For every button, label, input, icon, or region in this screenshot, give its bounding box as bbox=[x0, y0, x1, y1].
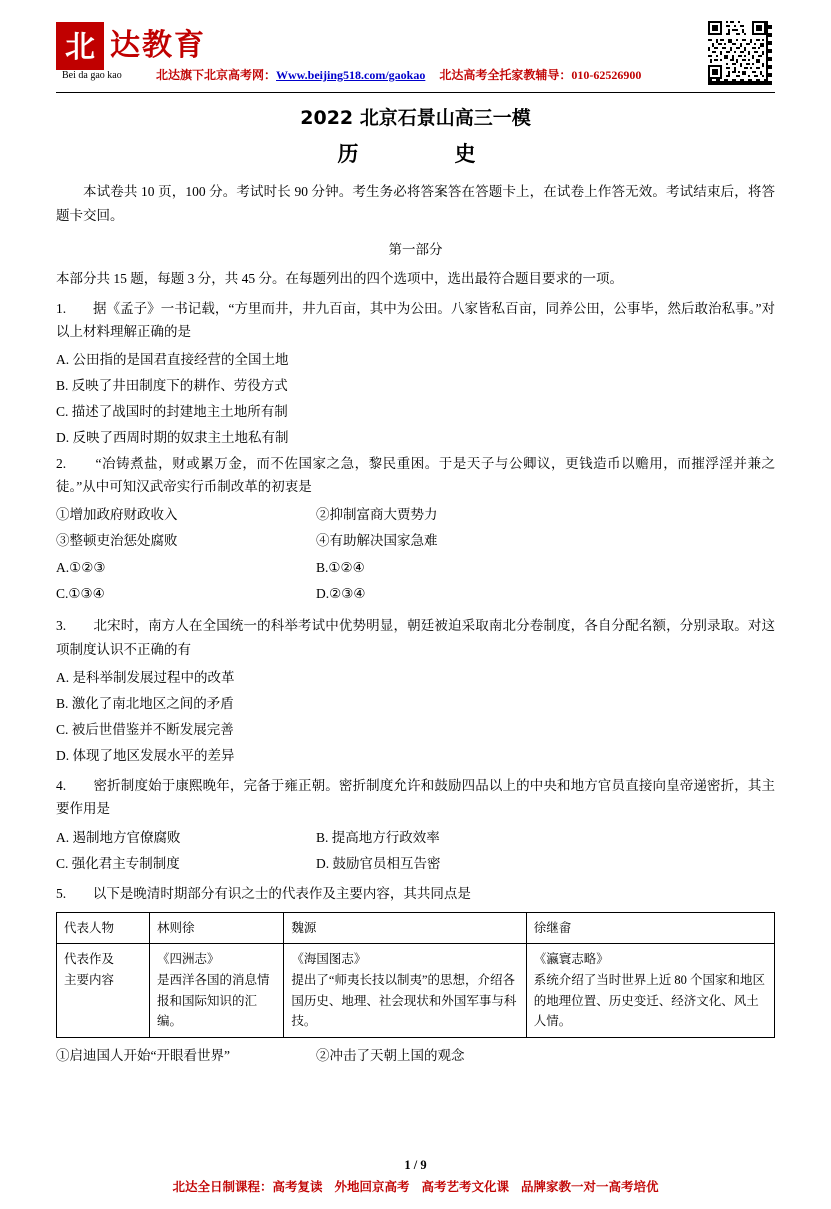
table-header-person: 代表人物 bbox=[57, 912, 150, 944]
qr-code-svg bbox=[708, 21, 766, 79]
question-1-option-a[interactable]: A. 公田指的是国君直接经营的全国土地 bbox=[56, 351, 289, 367]
question-4-option-c[interactable]: C. 强化君主专制制度 bbox=[56, 855, 180, 871]
question-1-option-d[interactable]: D. 反映了西周时期的奴隶主土地私有制 bbox=[56, 429, 289, 445]
question-2-stem: “冶铸煮盐，财或累万金，而不佐国家之急，黎民重困。于是天子与公卿议，更钱造币以赡用，而摧浮淫并兼之徒。”从中可知汉武帝实行币制改革的初衷是 bbox=[56, 455, 775, 495]
header-banner bbox=[156, 66, 641, 83]
question-2-suboption-row-2 bbox=[56, 529, 775, 553]
question-2-option-b[interactable]: B.①②④ bbox=[316, 560, 365, 576]
question-2-option-row-2 bbox=[56, 581, 775, 607]
question-4-option-row-2 bbox=[56, 851, 775, 877]
logo-seal-icon: 北 bbox=[56, 22, 104, 70]
page-footer bbox=[0, 1158, 831, 1195]
question-2-suboption-row-1 bbox=[56, 503, 775, 527]
question-2-number: 2. bbox=[56, 455, 67, 471]
question-5-suboption-row bbox=[56, 1044, 775, 1068]
question-3-number: 3. bbox=[56, 618, 67, 634]
footer-item-1: 北达全日制课程：高考复读 bbox=[172, 1179, 323, 1194]
question-5-number: 5. bbox=[56, 886, 67, 902]
table-row-header-line-1: 代表作及 bbox=[64, 952, 115, 967]
table-row bbox=[57, 944, 775, 1038]
footer-promo bbox=[0, 1177, 831, 1195]
question-5-stem: 以下是晚清时期部分有识之士的代表作及主要内容，其共同点是 bbox=[92, 886, 471, 902]
question-4-stem: 密折制度始于康熙晚年，完备于雍正朝。密折制度允许和鼓励四品以上的中央和地方官员直接向皇帝递密折，其主要作用是 bbox=[56, 777, 776, 817]
question-5-suboption-2: ②冲击了天朝上国的观念 bbox=[316, 1047, 465, 1063]
question-4 bbox=[56, 774, 775, 821]
question-2-option-row-1 bbox=[56, 555, 775, 581]
question-2-suboption-1: ①增加政府财政收入 bbox=[56, 507, 178, 523]
table-cell-wei-yuan-title: 《海国图志》 bbox=[291, 952, 367, 967]
table-header-lin-zexu: 林则徐 bbox=[150, 912, 284, 944]
table-row-header-works bbox=[57, 944, 150, 1038]
table-cell-wei-yuan-body: 提出了“师夷长技以制夷”的思想，介绍各国历史、地理、社会现状和外国军事与科技。 bbox=[291, 973, 517, 1029]
question-3-option-a[interactable]: A. 是科举制发展过程中的改革 bbox=[56, 669, 235, 685]
table-header-xu-jiyu: 徐继畲 bbox=[526, 912, 774, 944]
table-row-header-line-2: 主要内容 bbox=[64, 973, 115, 988]
question-3-stem: 北宋时，南方人在全国统一的科举考试中优势明显，朝廷被迫采取南北分卷制度，各自分配名额，分别录取。对这项制度认识不正确的有 bbox=[56, 618, 776, 658]
question-4-option-row-1 bbox=[56, 825, 775, 851]
banner-prefix: 北达旗下北京高考网： bbox=[156, 68, 277, 82]
table-cell-lin-zexu bbox=[150, 944, 284, 1038]
table-row bbox=[57, 912, 775, 944]
part-instruction: 本部分共 15 题，每题 3 分，共 45 分。在每题列出的四个选项中，选出最符合题目要求的一项。 bbox=[56, 270, 623, 286]
question-2-suboption-2: ②抑制富商大贾势力 bbox=[316, 507, 438, 523]
table-cell-wei-yuan bbox=[284, 944, 526, 1038]
footer-item-4: 品牌家教一对一高考培优 bbox=[521, 1179, 659, 1194]
page-title: 2022 北京石景山高三一模 bbox=[300, 107, 531, 129]
question-5-suboption-1: ①启迪国人开始“开眼看世界” bbox=[56, 1047, 230, 1063]
brand-logo bbox=[56, 22, 206, 70]
instructions: 本试卷共 10 页，100 分。考试时长 90 分钟。考生务必将答案答在答题卡上，在试卷上作答无效。考试结束后，将答题卡交回。 bbox=[56, 184, 775, 223]
qr-code-icon bbox=[705, 18, 775, 88]
part-heading: 第一部分 bbox=[388, 242, 443, 258]
table-cell-lin-zexu-body: 是西洋各国的消息情报和国际知识的汇编。 bbox=[157, 973, 270, 1029]
question-3-option-d[interactable]: D. 体现了地区发展水平的差异 bbox=[56, 747, 235, 763]
question-1-number: 1. bbox=[56, 300, 67, 316]
question-4-option-b[interactable]: B. 提高地方行政效率 bbox=[316, 829, 440, 845]
banner-url-link[interactable]: Www.beijing518.com/gaokao bbox=[276, 68, 426, 82]
table-cell-xu-jiyu-body: 系统介绍了当时世界上近 80 个国家和地区的地理位置、历史变迁、经济文化、风土人情。 bbox=[533, 973, 766, 1029]
header-divider bbox=[56, 92, 775, 93]
question-2-option-d[interactable]: D.②③④ bbox=[316, 585, 366, 601]
logo-text: 达教育 bbox=[110, 28, 206, 63]
question-2-option-a[interactable]: A.①②③ bbox=[56, 560, 106, 576]
question-1-option-b[interactable]: B. 反映了井田制度下的耕作、劳役方式 bbox=[56, 377, 288, 393]
question-4-number: 4. bbox=[56, 777, 67, 793]
question-4-option-a[interactable]: A. 遏制地方官僚腐败 bbox=[56, 829, 181, 845]
table-cell-lin-zexu-title: 《四洲志》 bbox=[157, 952, 220, 967]
question-2-suboption-4: ④有助解决国家急难 bbox=[316, 533, 438, 549]
question-2 bbox=[56, 452, 775, 499]
masthead bbox=[56, 18, 775, 90]
footer-item-3: 高考艺考文化课 bbox=[421, 1179, 510, 1194]
question-3-option-b[interactable]: B. 激化了南北地区之间的矛盾 bbox=[56, 695, 234, 711]
question-1-stem: 据《孟子》一书记载，“方里而井，井九百亩，其中为公田。八家皆私百亩，同养公田，公事毕，然后敢治私事。”对以上材料理解正确的是 bbox=[56, 300, 776, 340]
question-5 bbox=[56, 882, 775, 906]
logo-pinyin: Bei da gao kao bbox=[62, 70, 122, 81]
question-2-option-c[interactable]: C.①③④ bbox=[56, 585, 105, 601]
question-2-suboption-3: ③整顿吏治惩处腐败 bbox=[56, 533, 178, 549]
table-cell-xu-jiyu-title: 《瀛寰志略》 bbox=[533, 952, 609, 967]
footer-item-2: 外地回京高考 bbox=[334, 1179, 410, 1194]
table-cell-xu-jiyu bbox=[526, 944, 774, 1038]
question-1 bbox=[56, 297, 775, 344]
question-5-table bbox=[56, 912, 775, 1038]
question-3-option-c[interactable]: C. 被后世借鉴并不断发展完善 bbox=[56, 721, 234, 737]
question-4-option-d[interactable]: D. 鼓励官员相互告密 bbox=[316, 855, 441, 871]
question-1-option-c[interactable]: C. 描述了战国时的封建地主土地所有制 bbox=[56, 403, 288, 419]
subject-title: 历 史 bbox=[337, 142, 494, 166]
table-header-wei-yuan: 魏源 bbox=[284, 912, 526, 944]
page-number: 1 / 9 bbox=[404, 1158, 427, 1172]
question-3 bbox=[56, 614, 775, 661]
banner-suffix: 北达高考全托家教辅导：010-62526900 bbox=[439, 68, 642, 82]
